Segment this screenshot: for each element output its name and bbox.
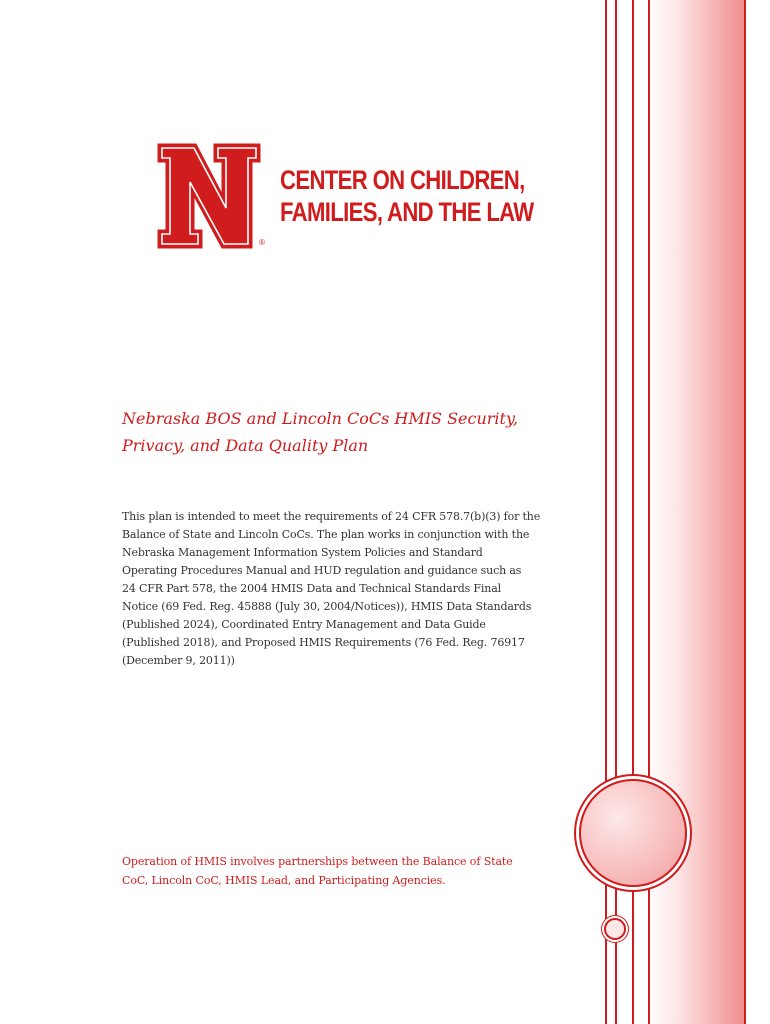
organization-name <box>280 164 534 228</box>
body-line: Balance of State and Lincoln CoCs. The plan works in conjunction with the <box>122 528 530 541</box>
body-line: Nebraska Management Information System Policies and Standard <box>122 546 483 559</box>
document-title <box>122 405 582 459</box>
footer-line: Operation of HMIS involves partnerships between the Balance of State <box>122 855 513 868</box>
organization-name-line1: CENTER ON CHILDREN, <box>280 165 525 195</box>
title-line: Privacy, and Data Quality Plan <box>122 436 369 455</box>
body-line: (December 9, 2011)) <box>122 654 235 667</box>
footer-line: CoC, Lincoln CoC, HMIS Lead, and Participating Agencies. <box>122 874 446 887</box>
body-line: (Published 2024), Coordinated Entry Management and Data Guide <box>122 618 486 631</box>
decorative-small-circle <box>604 918 626 940</box>
body-line: This plan is intended to meet the requirements of 24 CFR 578.7(b)(3) for the <box>122 510 541 523</box>
registered-trademark-mark: ® <box>259 238 265 247</box>
decorative-large-circle <box>579 779 687 887</box>
title-line: Nebraska BOS and Lincoln CoCs HMIS Security, <box>122 409 518 428</box>
plan-description <box>122 508 582 670</box>
body-line: Notice (69 Fed. Reg. 45888 (July 30, 2004/Notices)), HMIS Data Standards <box>122 600 532 613</box>
body-line: (Published 2018), and Proposed HMIS Requirements (76 Fed. Reg. 76917 <box>122 636 525 649</box>
body-line: 24 CFR Part 578, the 2004 HMIS Data and Technical Standards Final <box>122 582 501 595</box>
decorative-line <box>744 0 746 1024</box>
partnership-statement <box>122 852 582 890</box>
body-line: Operating Procedures Manual and HUD regulation and guidance such as <box>122 564 522 577</box>
organization-name-line2: FAMILIES, AND THE LAW <box>280 197 534 227</box>
nebraska-n-logo <box>156 142 262 250</box>
